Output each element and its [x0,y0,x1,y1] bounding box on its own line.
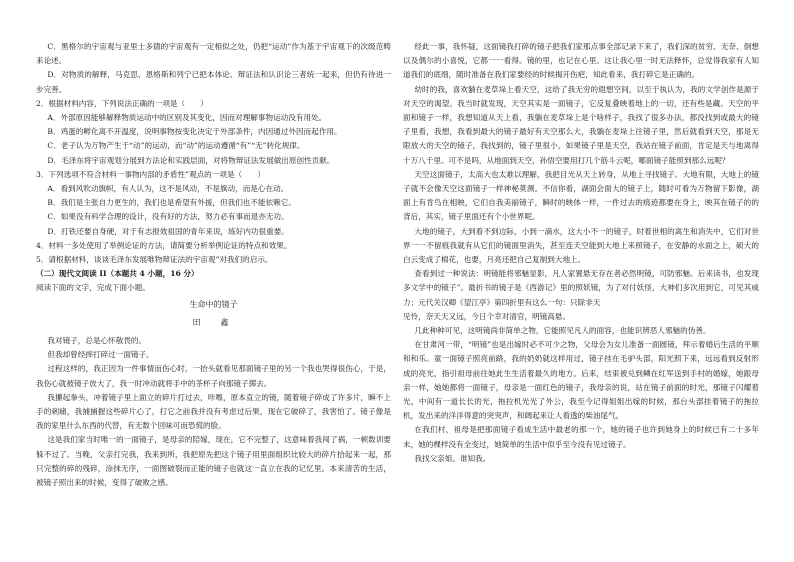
q2-option-d: D．毛泽东将宇宙观划分展到方法论和实践层面，对将物辩证法发展做出原创性贡献。 [47,155,335,165]
story-title: 生命中的镜子 [189,299,238,309]
story-paragraph: 查看到过一种说法：明镜能将邪魅显影，凡人家置悬无存在者必然明镜，可防邪魅。后来读书，也发现多文学中的镜子”。最折书的镜子是《西游记》里的照妖镜，为了对付妖怪，大神们多次用到它，可见其威力；元代关汉卿《望江亭》第四折里有这么一句：只除非天 [403,269,759,307]
q3-option-b: B．我们是主张自力更生的，我们也是希望有外援，但我们也不能依赖它。 [47,198,296,208]
question-3-stem: 3．下列选项不符合材料一事物内部的矛盾性”观点的一项是（ ） [36,169,265,179]
story-paragraph: 但我却曾经摔打碎过一面镜子。 [47,350,154,360]
story-paragraph: 过程这样的，我正因为一件事情而伤心时，一抬头就看见那面镜子里的另一个我也哭得很伤心，于是，我伤心就被镜子放大了，我一时冲动就将手中的茶杯子向那镜子掷去。 [36,364,391,388]
reading-instruction: 阅读下面的文字，完成下面小题。 [36,283,150,293]
story-paragraph: 在甘肃河一带，“明镜”也是出嫁时必不可少之物，父母会为女儿准备一面圆镜，拜示着婚后生活的平顺和和乐。童一面镜子照亮前路，我的奶奶就这样用过，镜子挂在毛驴头部，阳光照下来，远远看到反射形成的亮光，指引祖母前往她此生生活着最久的地方。后来，结束被兑到鳞在红军送到手村的婚嫁，她跟母亲一样，她她都将一面镜子，母亲是一面红色的镜子，我母亲的说，站在镜子前面的时光，那镜子闪耀着光，中间有一道长长的光，拖拉机光光了外公，我至今记得姐姐出嫁的时候，那台头部挂着镜子的拖拉机，发出来的洋洋得意的突突声，和阔起来让人看透的柴油尾气。 [403,340,759,421]
story-paragraph: 我找父亲姐、谁知我。 [414,453,491,463]
q3-option-d: D．打铁还要自身硬，对于有志报效祖国的青年来说，练好内功很重要。 [47,226,289,236]
story-paragraph: 在我们村，祖母是把那面镜子看成生活中最老的那一个，她的镜子也许到她身上的时候已有二十多年未，她的棵样没有全变过，她简单的生活中似乎至今没有见过镜子。 [403,425,759,449]
right-column [403,40,759,466]
story-paragraph: 我对镜子，总是心怀敬畏的。 [47,336,147,346]
question-2-stem: 2．根据材料内容，下列说法正确的一项是（ ） [36,98,208,108]
story-paragraph: 几此种种可见，这明镜尚非简单之物，它能照见凡人的面容，也能识辨恶人邪魅的伪善。 [414,326,711,336]
q2-option-c: C．老子认为万物产生于“动”的运动，而“动”的运动遵循“有”“无”转化规律。 [47,141,305,151]
q2-option-a: A．外部原因能够解释物质运动中的区别及其变化，因而对理解事物运动没有用处。 [47,113,327,123]
q3-option-c: C．如果没有科学合理的设计，没有好的方法，努力必有事而退亦无功。 [47,212,289,222]
option-c-paragraph: C．黑格尔的宇宙观与亚里士多德的宇宙观有一定相似之处，仍把“运动”作为基于宇宙观下的次级范畴来论述。 [36,42,391,66]
left-column [36,40,391,490]
story-paragraph: 我攥起拳头，冲着镜子里上面立的碎片打过去，咔嚓，原本直立的镜，随着镜子碎成了许多片，瞬不上手的刺痛，我捕捕握这些碎片心了，打它之前我并没有考虑过后果，现在它破碎了，我害怕了。镜子像是我的家里什么东西的代替，有无数个回味可而恐慌的脸。 [36,392,391,431]
option-d-paragraph: D．对物质的解释，马克思、恩格斯和列宁已把本体论、辩证法和认识论三者统一起来，但仍有待进一步完善。 [36,70,391,94]
story-paragraph: 这是我们家当时唯一的一面镜子，是母亲的陪嫁，现在，它不完整了，这意味着我闯了祸，一顿数训要躲不过了。当晚，父亲打完我，我来到所，我把原先把这个镜子用里面组织比较大的碎片拾起来一起，那只完整的碎的残碎，涂抹无序，一面图破裂而正能的镜子也就这一直立在我的记忆里。本来清苦的生活，被镜子照出来的时候，变得了破败之感。 [36,435,391,488]
story-paragraph: 大地的镜子，大到看不到边际，小到一滴水，这大小不一的镜子，时着世相的离生和消失中，它们对世界一一不留痕我就有从它们的镜面里消失，甚至连天空能到大地上来照镜子，在安静的水面之上，硕大的白云变成了棉花，也要，月亮还把自己复制到大地上。 [403,226,759,265]
q2-option-b: B．鸡蛋的孵化离不开温度，说明事物按变化决定于外部条件，内因通过外因而起作用。 [47,127,342,137]
question-5: 5．请根据材料，谈谈毛泽东发展唯物辩证法的宇宙观”对我们的启示。 [36,255,273,265]
story-paragraph: 天空这面镜子，太高大也太难以理解，我把目光从天上转身，从地上寻找镜子。大地有限，大地上的镜子就不会像天空这面镜子一样神秘莫测。不信你看，湖面会面大的镜子上，随时可看为万物留下影像，湖面上有肯鸟在相映，它们自我美丽镜子，瞬时的映体一样，一件过去的痕迹都要在身上，映其在镜子的的背后，其实，镜子里面还有个小世界呢。 [403,169,759,222]
story-paragraph: 经此一事，我怀疑，这面镜我打碎的镜子把我们家那点事全部记录下来了，我们深的贫穷、无奈、倒想以及偶尔的小喜悦，它都一一看得。镜的里，也记在心里。这让我心里一时无法释怀，总觉得我家有人知道我们的底细，随时准备在我们家要经的时候揭开伤疤，知此看来，我打碎它是正确的。 [403,42,759,80]
section-heading: （二）现代文阅读 II（本题共 4 小题，16 分） [36,269,199,279]
story-author: 田 鑫 [192,317,235,327]
story-paragraph: 幼时的我，喜欢躺在麦草垛上看天空，这给了我无穷的遐想空间，以至于执认为，我的文学创作是源于对天空的渴望。我当时就发现，天空其实是一面镜子，它反复叠映着地上的一切，还有些是藏。天空的平面和镜子一样，我想知道从天上看，我躺在麦草垛上是个啥样子，我找了很多办法，都没找到或最大的镜子里看，我想，我看到最大的镜子最好有天空那么大，我躺在麦垛上往镜子里，然后就看到天空，那是无限放大的天空的镜子，我找到的，镜子里很小，如果镜子里是天空，我站在镜子前面，肯定是天与地离得十万八千里。可不是吗，从地面到天空，孙悟空要用打几个筋斗云呢，哪面镜子能照到那么远呢？ [403,84,759,165]
story-paragraph: 见怜，奈天天又远，今日个幸对清官，明镜高悬。 [403,311,571,321]
question-4: 4．材料一多处使用了举例论证的方法，请简要分析举例论证的特点和效果。 [36,240,292,250]
q3-option-a: A．看到风吹动旗帜，有人认为，这不是风动，不是旗动，而是心在动。 [47,184,289,194]
